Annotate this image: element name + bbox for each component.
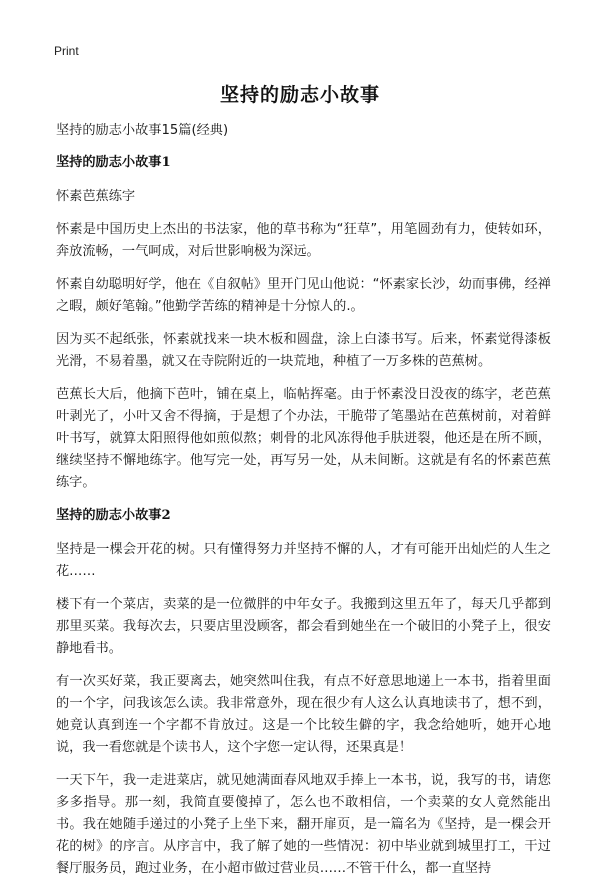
document-title: 坚持的励志小故事: [219, 84, 380, 106]
section-heading: 坚持的励志小故事1: [56, 155, 171, 170]
section-heading: 坚持的励志小故事2: [56, 508, 171, 523]
paragraph: 芭蕉长大后，他摘下芭叶，铺在桌上，临帖挥毫。由于怀素没日没夜的练字，老芭蕉叶剥光了，小叶又舍不得摘，于是想了个办法，干脆带了笔墨站在芭蕉树前，对着鲜叶书写，就算太阳照得他如煎似熬；刺骨的北风冻得他手肤迸裂，他还是在所不顾，继续坚持不懈地练字。他写完一处，再写另一处，从未间断。这就是有名的怀素芭蕉练字。: [56, 387, 551, 490]
print-link[interactable]: Print: [54, 44, 79, 58]
paragraph: 有一次买好菜，我正要离去，她突然叫住我，有点不好意思地递上一本书，指着里面的一个字，问我该怎么读。我非常意外，现在很少有人这么认真地读书了，想不到，她竟认真到连一个字都不肯放过。这是一个比较生僻的字，我念给她听，她开心地说，我一看您就是个读书人，这个字您一定认得，还果真是！: [56, 674, 551, 755]
paragraph: 怀素是中国历史上杰出的书法家，他的草书称为“狂草”，用笔圆劲有力，使转如环，奔放流畅，一气呵成，对后世影响极为深远。: [56, 222, 551, 259]
paragraph: 怀素芭蕉练字: [56, 189, 136, 204]
story-section-2: [56, 505, 551, 880]
paragraph: 楼下有一个菜店，卖菜的是一位微胖的中年女子。我搬到这里五年了，每天几乎都到那里买菜。我每次去，只要店里没顾客，都会看到她坐在一个破旧的小凳子上，很安静地看书。: [56, 597, 551, 656]
paragraph: 因为买不起纸张，怀素就找来一块木板和圆盘，涂上白漆书写。后来，怀素觉得漆板光滑，不易着墨，就又在寺院附近的一块荒地，种植了一万多株的芭蕉树。: [56, 332, 551, 369]
document-subtitle: 坚持的励志小故事15篇(经典): [56, 123, 229, 138]
paragraph: 怀素自幼聪明好学，他在《自叙帖》里开门见山他说：“怀素家长沙，幼而事佛，经禅之暇，颇好笔翰。”他勤学苦练的精神是十分惊人的.。: [56, 277, 551, 314]
paragraph: 一天下午，我一走进菜店，就见她满面春风地双手捧上一本书，说，我写的书，请您多多指导。那一刻，我简直要傻掉了，怎么也不敢相信，一个卖菜的女人竟然能出书。我在她随手递过的小凳子上坐下来，翻开扉页，是一篇名为《坚持，是一棵会开花的树》的序言。从序言中，我了解了她的一些情况：初中毕业就到城里打工，干过餐厅服务员，跑过业务，在小超市做过营业员……不管干什么，都一直坚持: [56, 773, 551, 876]
story-section-1: [56, 152, 551, 494]
document-body: [56, 120, 551, 891]
paragraph: 坚持是一棵会开花的树。只有懂得努力并坚持不懈的人，才有可能开出灿烂的人生之花……: [56, 542, 551, 579]
